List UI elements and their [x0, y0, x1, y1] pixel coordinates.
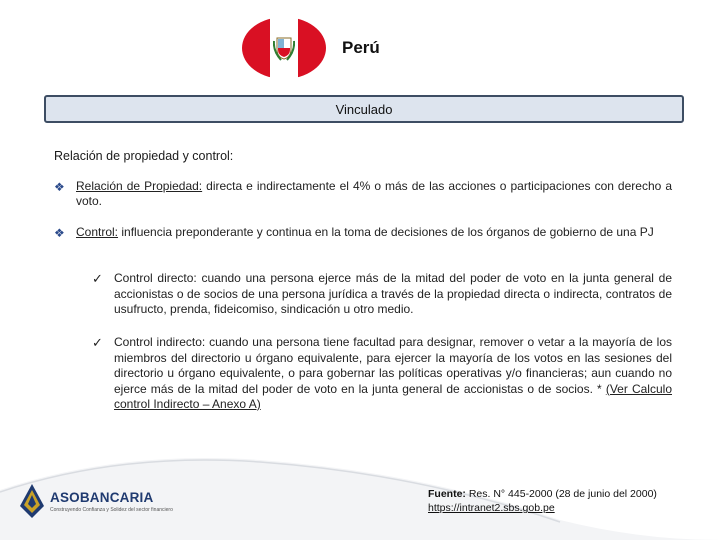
section-banner: Vinculado	[44, 95, 684, 123]
bullet-item-propiedad	[54, 179, 672, 209]
coat-of-arms-icon	[273, 35, 295, 61]
bullet-term: Relación de Propiedad:	[76, 179, 203, 193]
diamond-bullet-icon: ❖	[54, 180, 65, 194]
bullet-text	[76, 179, 672, 209]
asobancaria-logo	[20, 484, 173, 518]
sub-item-text	[114, 335, 672, 413]
source-reference: Res. N° 445-2000 (28 de junio del 2000)	[465, 488, 657, 500]
sub-item-description: Control indirecto: cuando una persona tiene facultad para designar, remover o vetar a la mayoría de los miembros del directorio u órgano equivalente, para ejercer la mayoría de los votos en las sesiones del directorio u órgano equivalente, o para gobernar las políticas operativas y/o financieras; aun cuando no ejerce más de la mitad del poder de voto en la junta general de accionistas o de socios. *	[114, 335, 672, 396]
bullet-description: directa e indirectamente el 4% o más de las acciones o participaciones con derecho a voto.	[76, 179, 672, 208]
peru-flag-icon	[242, 17, 326, 79]
checkmark-icon: ✓	[92, 271, 103, 286]
logo-tagline: Construyendo Confianza y Solidez del sector financiero	[50, 506, 173, 513]
anexo-a-link[interactable]: (Ver Calculo control Indirecto – Anexo A)	[114, 381, 672, 411]
sub-item-text: Control directo: cuando una persona ejerce más de la mitad del poder de voto en la junta general de accionistas o de socios de una persona jurídica a través de la propiedad directa o indirecta, contratos de usufructo, prenda, fideicomiso, sindicación u otro medio.	[114, 271, 672, 316]
sub-item-control-indirecto	[92, 335, 672, 413]
diamond-bullet-icon: ❖	[54, 226, 65, 240]
country-title: Perú	[342, 38, 380, 57]
source-label: Fuente:	[428, 488, 466, 500]
source-note	[428, 487, 657, 515]
logo-name: ASOBANCARIA	[50, 489, 154, 505]
bullet-term: Control:	[76, 225, 119, 239]
source-link[interactable]: https://intranet2.sbs.gob.pe	[428, 502, 555, 514]
sub-item-control-directo	[92, 271, 672, 318]
section-subtitle: Relación de propiedad y control:	[54, 149, 234, 163]
bullet-item-control	[54, 225, 672, 240]
asobancaria-logo-icon	[20, 484, 44, 518]
bullet-text	[76, 225, 672, 240]
checkmark-icon: ✓	[92, 335, 103, 350]
bullet-description: influencia preponderante y continua en la toma de decisiones de los órganos de gobierno de una PJ	[118, 225, 654, 239]
